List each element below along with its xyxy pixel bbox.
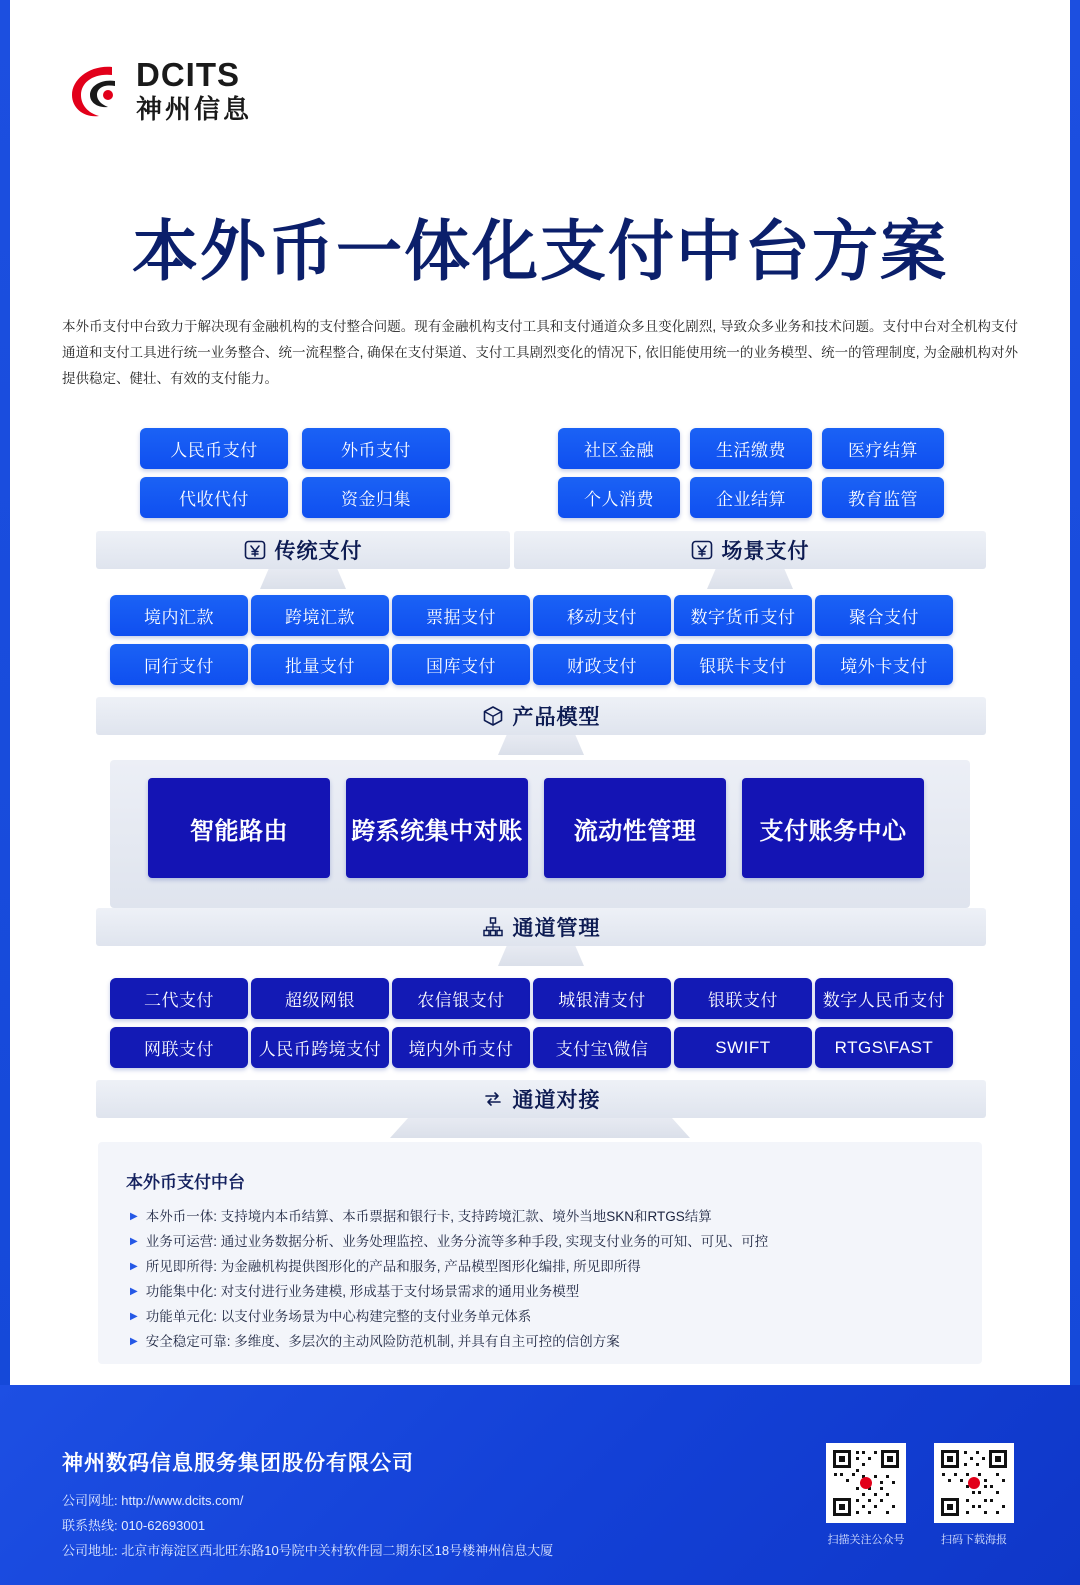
qr-caption-poster: 扫码下载海报 [941,1534,1007,1546]
shelf-label-traditional [96,531,510,569]
shelf-text-channel-management: 通道管理 [512,917,601,940]
pill-traditional-0-1[interactable]: 外币支付 [302,428,450,469]
shelf-label-channel-management [96,908,986,946]
pill-product-1-3[interactable]: 财政支付 [533,644,671,685]
footer-contact-info [62,1488,553,1563]
pill-scenario-0-0[interactable]: 社区金融 [558,428,680,469]
card-channel-3[interactable]: 支付账务中心 [742,778,924,878]
pill-docking-1-2[interactable]: 境内外币支付 [392,1027,530,1068]
footer-qr-area [826,1443,1014,1547]
footer-hotline: 联系热线: 010-62693001 [62,1518,206,1533]
logo-text-cn: 神州信息 [136,93,253,124]
shelf-text-product: 产品模型 [512,706,601,729]
card-channel-0[interactable]: 智能路由 [148,778,330,878]
pill-product-1-1[interactable]: 批量支付 [251,644,389,685]
feature-item-text: 业务可运营: 通过业务数据分析、业务处理监控、业务分流等多种手段, 实现支付业务的可知、可见、可控 [145,1234,769,1249]
feature-item-text: 功能集中化: 对支付进行业务建模, 形成基于支付场景需求的通用业务模型 [145,1284,580,1299]
pill-product-0-0[interactable]: 境内汇款 [110,595,248,636]
feature-item-text: 安全稳定可靠: 多维度、多层次的主动风险防范机制, 并具有自主可控的信创方案 [145,1334,620,1349]
feature-item-text: 功能单元化: 以支付业务场景为中心构建完整的支付业务单元体系 [145,1309,532,1324]
pill-docking-0-5[interactable]: 数字人民币支付 [815,978,953,1019]
page-title: 本外币一体化支付中台方案 [132,213,948,290]
card-channel-2[interactable]: 流动性管理 [544,778,726,878]
pill-product-1-0[interactable]: 同行支付 [110,644,248,685]
shelf-label-channel-docking [96,1080,986,1118]
pill-product-1-2[interactable]: 国库支付 [392,644,530,685]
notch-channel-docking [390,1118,690,1138]
pill-docking-1-1[interactable]: 人民币跨境支付 [251,1027,389,1068]
qr-caption-wechat: 扫描关注公众号 [827,1534,905,1546]
pill-docking-1-5[interactable]: RTGS\FAST [815,1027,953,1068]
pill-scenario-1-2[interactable]: 教育监管 [822,477,944,518]
notch-scenario [707,569,793,589]
pill-docking-0-0[interactable]: 二代支付 [110,978,248,1019]
triangle-bullet-icon: ▶ [130,1336,138,1347]
pill-product-0-2[interactable]: 票据支付 [392,595,530,636]
triangle-bullet-icon: ▶ [130,1286,138,1297]
pill-docking-0-3[interactable]: 城银清支付 [533,978,671,1019]
yen-badge-icon [244,539,266,561]
pill-traditional-0-0[interactable]: 人民币支付 [140,428,288,469]
feature-item [130,1304,768,1329]
qr-block-poster [934,1443,1014,1547]
pill-docking-1-4[interactable]: SWIFT [674,1027,812,1068]
pill-product-0-4[interactable]: 数字货币支付 [674,595,812,636]
shelf-text-scenario: 场景支付 [721,540,810,563]
pill-traditional-1-0[interactable]: 代收代付 [140,477,288,518]
pill-product-0-3[interactable]: 移动支付 [533,595,671,636]
poster-qr-code [934,1443,1014,1523]
notch-traditional [260,569,346,589]
pill-product-1-5[interactable]: 境外卡支付 [815,644,953,685]
pill-scenario-0-1[interactable]: 生活缴费 [690,428,812,469]
feature-list [130,1204,768,1354]
footer [0,1385,1080,1585]
feature-item [130,1204,768,1229]
feature-item-text: 所见即所得: 为金融机构提供图形化的产品和服务, 产品模型图形化编排, 所见即所得 [145,1259,641,1274]
exchange-icon [482,1088,504,1110]
pill-scenario-1-1[interactable]: 企业结算 [690,477,812,518]
pill-scenario-1-0[interactable]: 个人消费 [558,477,680,518]
notch-channel-management [498,946,584,966]
triangle-bullet-icon: ▶ [130,1236,138,1247]
footer-company-name: 神州数码信息服务集团股份有限公司 [62,1452,414,1475]
logo-text-en: DCITS [136,56,240,93]
notch-product [498,735,584,755]
pill-product-1-4[interactable]: 银联卡支付 [674,644,812,685]
qr-block-wechat [826,1443,906,1547]
feature-item [130,1254,768,1279]
footer-website[interactable]: 公司网址: http://www.dcits.com/ [62,1493,244,1508]
pill-docking-1-3[interactable]: 支付宝\微信 [533,1027,671,1068]
pill-scenario-0-2[interactable]: 医疗结算 [822,428,944,469]
pill-docking-0-2[interactable]: 农信银支付 [392,978,530,1019]
cube-icon [482,705,504,727]
feature-item [130,1329,768,1354]
pill-traditional-1-1[interactable]: 资金归集 [302,477,450,518]
triangle-bullet-icon: ▶ [130,1261,138,1272]
feature-panel-title: 本外币支付中台 [126,1173,245,1192]
pill-product-0-5[interactable]: 聚合支付 [815,595,953,636]
sitemap-icon [482,916,504,938]
feature-panel [98,1142,982,1364]
pill-docking-0-4[interactable]: 银联支付 [674,978,812,1019]
pill-docking-1-0[interactable]: 网联支付 [110,1027,248,1068]
shelf-label-scenario [514,531,986,569]
feature-item-text: 本外币一体: 支持境内本币结算、本币票据和银行卡, 支持跨境汇款、境外当地SKN和RTGS结算 [145,1209,712,1224]
shelf-text-traditional: 传统支付 [274,540,363,563]
wechat-qr-code [826,1443,906,1523]
card-channel-1[interactable]: 跨系统集中对账 [346,778,528,878]
shelf-text-channel-docking: 通道对接 [512,1089,601,1112]
brand-logo [68,58,252,125]
footer-address: 公司地址: 北京市海淀区西北旺东路10号院中关村软件园二期东区18号楼神州信息大厦 [62,1543,554,1558]
shelf-label-product [96,697,986,735]
feature-item [130,1229,768,1254]
pill-docking-0-1[interactable]: 超级网银 [251,978,389,1019]
yen-badge-icon [691,539,713,561]
triangle-bullet-icon: ▶ [130,1311,138,1322]
pill-product-0-1[interactable]: 跨境汇款 [251,595,389,636]
dcits-swirl-logo-icon [68,61,126,121]
intro-paragraph: 本外币支付中台致力于解决现有金融机构的支付整合问题。现有金融机构支付工具和支付通道众多且变化剧烈, 导致众多业务和技术问题。支付中台对全机构支付通道和支付工具进行统一业务整合、统一流程整合, 确保在支付渠道、支付工具剧烈变化的情况下, 依旧能使用统一的业务模型、统一的管理制度, 为金融机构对外提供稳定、健壮、有效的支付能力。 [62,319,1018,386]
feature-item [130,1279,768,1304]
triangle-bullet-icon: ▶ [130,1211,138,1222]
